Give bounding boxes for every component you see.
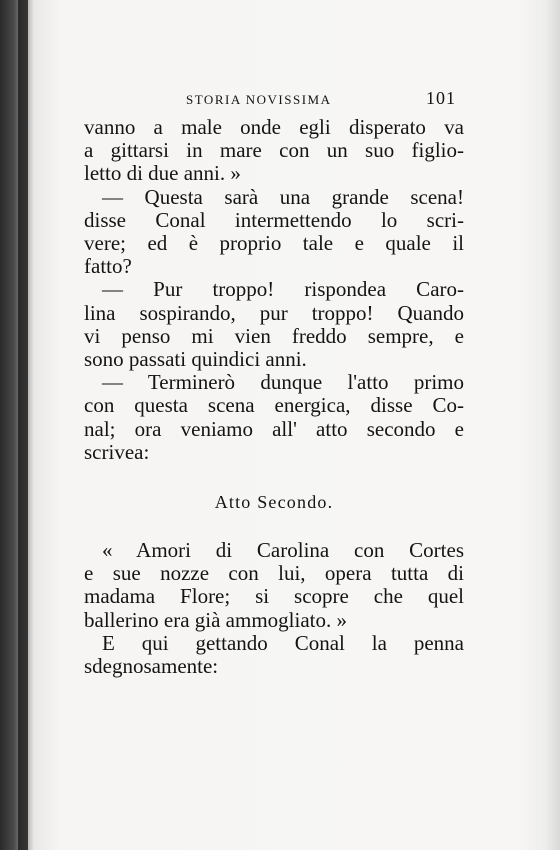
page-number: 101	[426, 88, 456, 108]
text-line: madama Flore; si scopre che quel	[84, 584, 464, 609]
paragraph-5	[84, 539, 464, 632]
text-line: lina sospirando, pur troppo! Quando	[84, 300, 464, 325]
paragraph-3	[84, 278, 464, 371]
section-heading: Atto Secondo.	[214, 492, 334, 513]
text-line: E qui gettando Conal la penna	[102, 630, 464, 655]
text-line: — Pur troppo! rispondea Caro-	[102, 277, 464, 302]
text-line: a gittarsi in mare con un suo figlio-	[84, 138, 464, 163]
text-line: letto di due anni. »	[84, 161, 241, 186]
page-spine-shadow	[18, 0, 28, 850]
paragraph-1	[84, 116, 464, 186]
text-line: ballerino era già ammogliato. »	[84, 607, 347, 632]
text-line: vere; ed è proprio tale e quale il	[84, 231, 464, 256]
text-line: vi penso mi vien freddo sempre, e	[84, 323, 464, 348]
text-line: scrivea:	[84, 439, 150, 464]
text-line: — Questa sarà una grande scena!	[102, 184, 464, 209]
text-line: — Terminerò dunque l'atto primo	[102, 370, 464, 395]
text-line: sono passati quindici anni.	[84, 347, 307, 372]
running-title: STORIA NOVISSIMA	[186, 92, 332, 107]
text-line: vanno a male onde egli disperato va	[84, 115, 464, 139]
text-block	[84, 86, 464, 678]
paragraph-2	[84, 186, 464, 279]
text-line: disse Conal intermettendo lo scri-	[84, 207, 464, 232]
text-line: sdegnosamente:	[84, 654, 219, 679]
text-line: e sue nozze con lui, opera tutta di	[84, 561, 464, 586]
running-head	[84, 86, 464, 116]
text-line: nal; ora veniamo all' atto secondo e	[84, 416, 464, 441]
text-line: fatto?	[84, 254, 132, 279]
text-line: « Amori di Carolina con Cortes	[102, 538, 464, 563]
text-line: con questa scena energica, disse Co-	[84, 393, 464, 418]
paragraph-6	[84, 632, 464, 678]
paragraph-4	[84, 371, 464, 464]
